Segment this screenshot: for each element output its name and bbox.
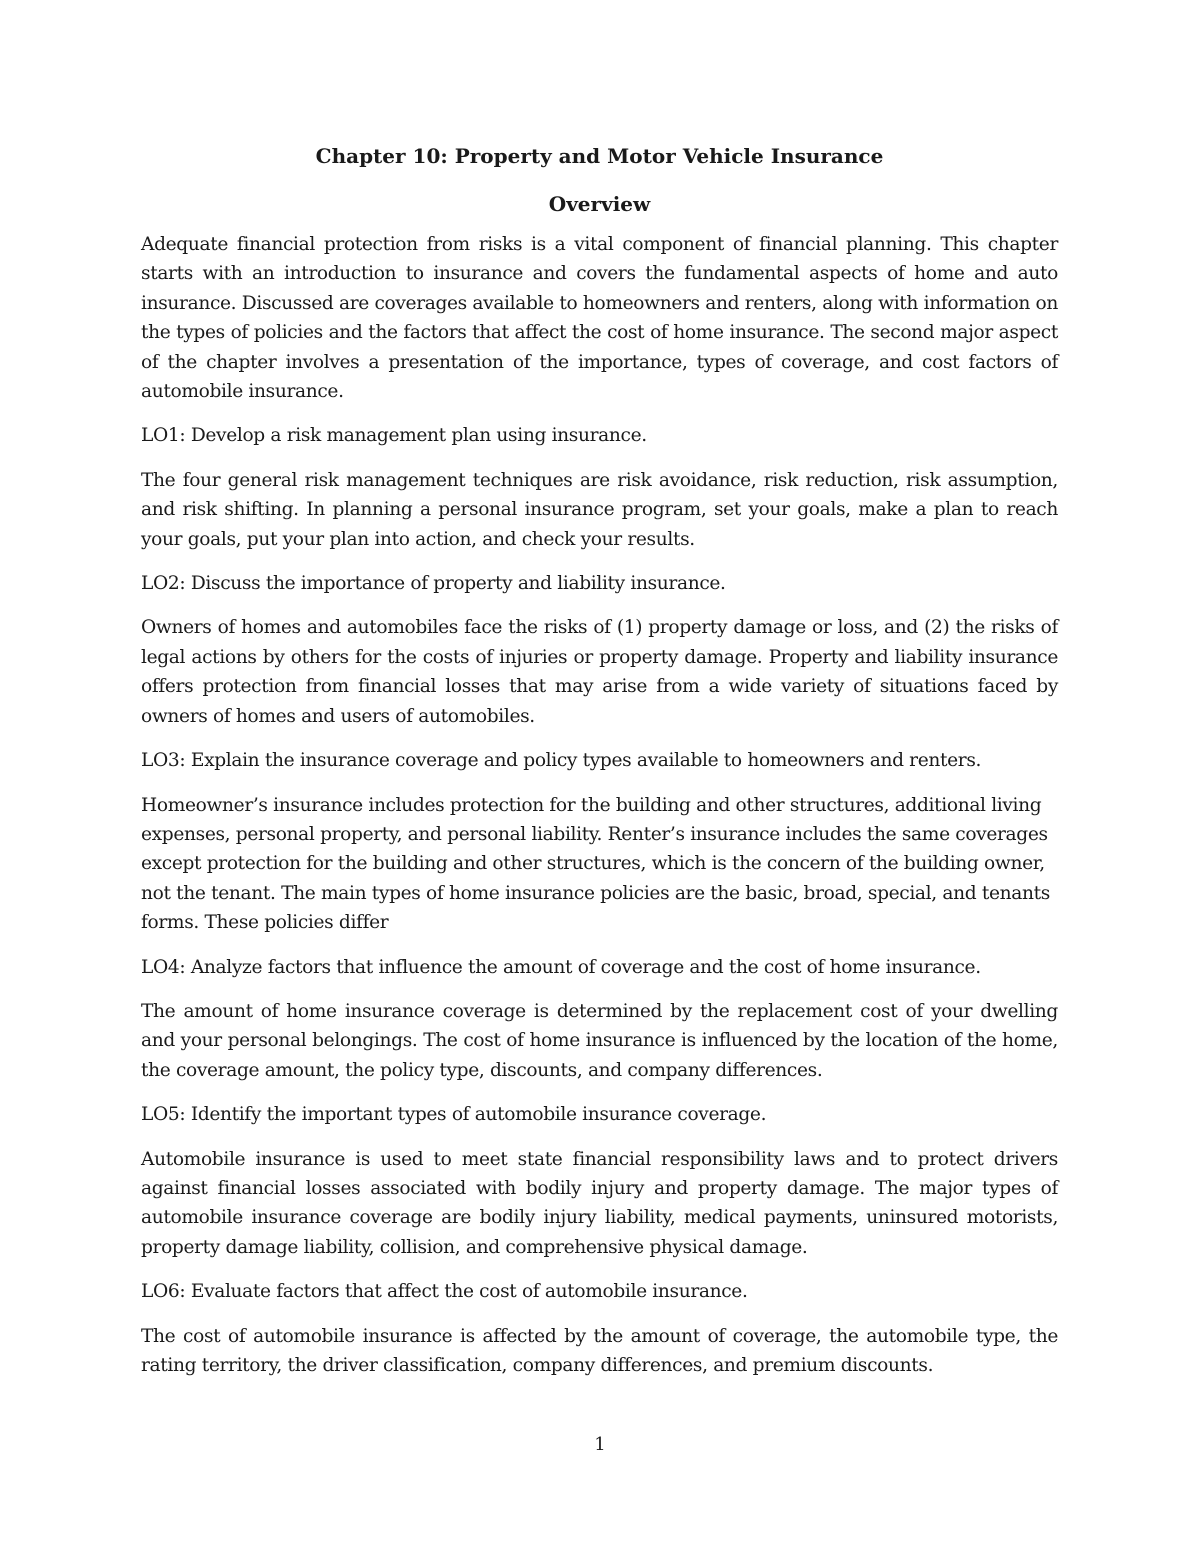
lo3-heading: LO3: Explain the insurance coverage and policy types available to homeowners and renters. <box>141 750 982 772</box>
lo5-paragraph: Automobile insurance is used to meet state financial responsibility laws and to protect drivers against financial losses associated with bodily injury and property damage. The major types of automobile insurance coverage are bodily injury liability, medical payments, uninsured motorists, property damage liability, collision, and comprehensive physical damage. <box>141 1148 1058 1258</box>
page-content <box>141 142 1058 1395</box>
lo2-heading: LO2: Discuss the importance of property and liability insurance. <box>141 573 726 595</box>
lo3-paragraph: Homeowner’s insurance includes protection for the building and other structures, additional living expenses, personal property, and personal liability. Renter’s insurance includes the same coverages except protection for the building and other structures, which is the concern of the building owner, not the tenant. The main types of home insurance policies are the basic, broad, special, and tenants forms. These policies differ <box>141 794 1050 934</box>
overview-paragraph: Adequate financial protection from risks is a vital component of financial planning. This chapter starts with an introduction to insurance and covers the fundamental aspects of home and auto insurance. Discussed are coverages available to homeowners and renters, along with information on the types of policies and the factors that affect the cost of home insurance. The second major aspect of the chapter involves a presentation of the importance, types of coverage, and cost factors of automobile insurance. <box>141 234 1058 403</box>
lo2-paragraph: Owners of homes and automobiles face the risks of (1) property damage or loss, and (2) the risks of legal actions by others for the costs of injuries or property damage. Property and liability insurance offers protection from financial losses that may arise from a wide variety of situations faced by owners of homes and users of automobiles. <box>141 617 1058 727</box>
lo6-heading: LO6: Evaluate factors that affect the cost of automobile insurance. <box>141 1281 748 1303</box>
lo1-paragraph: The four general risk management techniques are risk avoidance, risk reduction, risk assumption, and risk shifting. In planning a personal insurance program, set your goals, make a plan to reach your goals, put your plan into action, and check your results. <box>141 469 1058 550</box>
lo4-paragraph: The amount of home insurance coverage is determined by the replacement cost of your dwelling and your personal belongings. The cost of home insurance is influenced by the location of the home, the coverage amount, the policy type, discounts, and company differences. <box>141 1000 1058 1081</box>
overview-heading: Overview <box>548 192 651 216</box>
lo6-paragraph: The cost of automobile insurance is affected by the amount of coverage, the automobile type, the rating territory, the driver classification, company differences, and premium discounts. <box>141 1325 1058 1376</box>
lo1-heading: LO1: Develop a risk management plan using insurance. <box>141 425 647 447</box>
lo5-heading: LO5: Identify the important types of automobile insurance coverage. <box>141 1104 767 1126</box>
chapter-title: Chapter 10: Property and Motor Vehicle Insurance <box>315 144 884 168</box>
page-number: 1 <box>594 1434 606 1455</box>
lo4-heading: LO4: Analyze factors that influence the amount of coverage and the cost of home insurance. <box>141 956 981 978</box>
